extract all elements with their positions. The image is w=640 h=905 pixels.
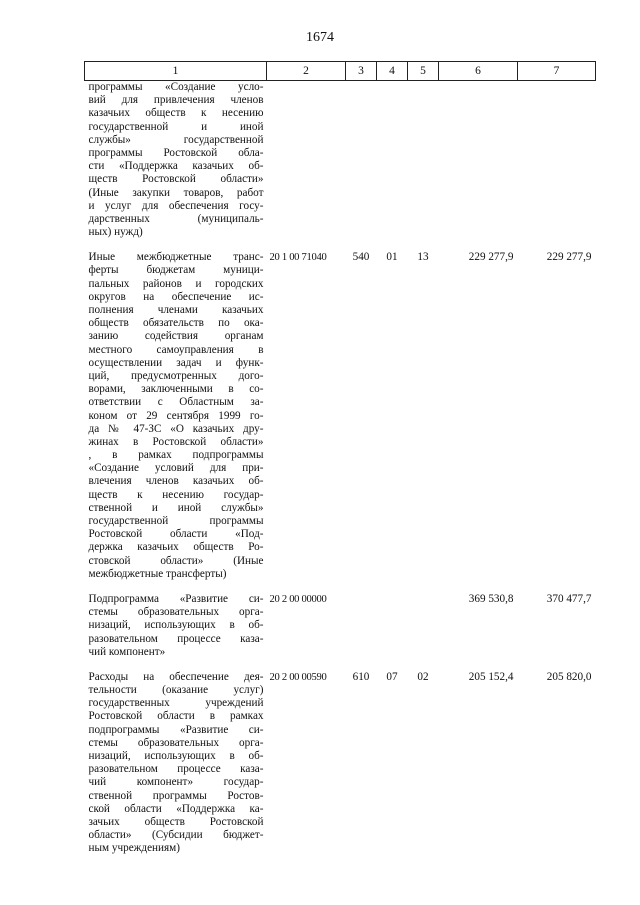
col-header-7: 7 — [518, 62, 596, 81]
description-line: , в рамках подпрограммы — [88, 449, 264, 462]
description-line: влечения членов казачьих об- — [88, 475, 264, 488]
description-line: чий компонент» — [88, 645, 166, 658]
description-line: (Иные закупки товаров, работ — [88, 186, 264, 199]
description-line: вий для привлечения членов — [88, 94, 264, 107]
header-row — [85, 62, 596, 81]
description-line: округов на обеспечение ис- — [88, 290, 264, 303]
col-header-2: 2 — [267, 62, 346, 81]
description-line: «Создание условий для при- — [88, 462, 264, 475]
section-code — [377, 593, 408, 659]
subsection-code: 13 — [417, 251, 429, 264]
description-line: низаций, использующих в об- — [88, 619, 264, 632]
amount-year-1: 369 530,8 — [468, 592, 514, 605]
amount-year-2: 229 277,9 — [546, 251, 592, 264]
description-line: сти «Поддержка казачьих об- — [88, 160, 264, 173]
expense-type-code — [346, 593, 377, 659]
target-article-code: 20 1 00 71040 — [269, 252, 327, 264]
table-row — [85, 671, 596, 856]
description-line: коном от 29 сентября 1999 го- — [88, 409, 264, 422]
amount-year-2: 205 820,0 — [546, 670, 592, 683]
target-article-code: 20 2 00 00000 — [269, 593, 327, 605]
table-row — [85, 251, 596, 581]
description-line: программы «Создание усло- — [88, 81, 264, 93]
page-number: 1674 — [306, 30, 334, 45]
description-line: казачьих обществ к несению — [88, 107, 264, 120]
section-code: 07 — [386, 670, 398, 683]
description-line: Ростовской области в рамках — [88, 710, 264, 723]
description-line: стемы образовательных орга- — [88, 736, 264, 749]
description-line: ций, предусмотренных дого- — [88, 369, 264, 382]
description-line: ным учреждениям) — [88, 842, 180, 855]
table-row — [85, 593, 596, 659]
subsection-code — [408, 593, 439, 659]
description-line: стовской области» (Иные — [88, 554, 264, 567]
description-line: ворами, заключенными в со- — [88, 383, 264, 396]
table-row — [85, 81, 596, 240]
description-line: разовательном процессе каза- — [88, 763, 264, 776]
description-line: ществ к несению государ- — [88, 488, 264, 501]
description-line: обществ обязательств по ока- — [88, 317, 264, 330]
description-line: жинах в Ростовской области» — [88, 435, 264, 448]
description-line: ственной программы Ростов- — [88, 789, 264, 802]
target-article-code — [267, 81, 346, 240]
amount-year-2: 370 477,7 — [546, 592, 592, 605]
row-description — [85, 593, 267, 659]
expense-type-code: 610 — [352, 670, 370, 683]
amount-year-1: 229 277,9 — [468, 251, 514, 264]
expense-type-code: 540 — [352, 251, 370, 264]
description-line: и услуг для обеспечения госу- — [88, 199, 264, 212]
description-line: ферты бюджетам муници- — [88, 264, 264, 277]
description-line: занию содействия органам — [88, 330, 264, 343]
col-header-5: 5 — [408, 62, 439, 81]
row-description — [85, 251, 267, 581]
col-header-4: 4 — [377, 62, 408, 81]
description-line: зачьих обществ Ростовской — [88, 815, 264, 828]
amount-year-1 — [439, 81, 518, 240]
description-line: государственной и иной — [88, 120, 264, 133]
section-code: 01 — [386, 251, 398, 264]
section-code — [377, 81, 408, 240]
description-line: чий компонент» государ- — [88, 776, 264, 789]
description-line: дарственных (муниципаль- — [88, 212, 264, 225]
description-line: тельности (оказание услуг) — [88, 684, 264, 697]
description-line: Иные межбюджетные транс- — [88, 251, 264, 264]
row-spacer — [85, 581, 596, 593]
description-line: низаций, использующих в об- — [88, 750, 264, 762]
subsection-code: 02 — [417, 670, 429, 683]
description-line: пальных районов и городских — [88, 277, 264, 290]
description-line: программы Ростовской обла- — [88, 146, 264, 159]
description-line: осуществлении задач и функ- — [88, 356, 264, 369]
description-line: межбюджетные трансферты) — [88, 567, 227, 580]
description-line: ской области «Поддержка ка- — [88, 802, 264, 815]
description-line: стемы образовательных орга- — [88, 606, 264, 619]
description-line: ственной и иной службы» — [88, 501, 264, 514]
description-line: ных) нужд) — [88, 226, 143, 239]
description-line: разовательном процессе каза- — [88, 632, 264, 645]
col-header-3: 3 — [346, 62, 377, 81]
description-line: Подпрограмма «Развитие си- — [88, 592, 264, 605]
description-line: полнения членами казачьих — [88, 304, 264, 316]
description-line: ществ Ростовской области» — [88, 173, 264, 186]
row-description — [85, 81, 267, 240]
budget-table — [84, 61, 596, 856]
description-line: Ростовской области «Под- — [88, 528, 264, 541]
row-spacer — [85, 659, 596, 671]
row-spacer — [85, 239, 596, 251]
description-line: местного самоуправления в — [88, 343, 264, 356]
target-article-code: 20 2 00 00590 — [269, 671, 327, 683]
description-line: держка казачьих обществ Ро- — [88, 541, 264, 554]
col-header-6: 6 — [439, 62, 518, 81]
description-line: области» (Субсидии бюджет- — [88, 829, 264, 842]
row-description — [85, 671, 267, 856]
description-line: государственных учреждений — [88, 697, 264, 710]
description-line: ответствии с Областным за- — [88, 396, 264, 409]
description-line: государственной программы — [88, 515, 264, 527]
amount-year-2 — [518, 81, 596, 240]
amount-year-1: 205 152,4 — [468, 670, 514, 683]
col-header-1: 1 — [85, 62, 267, 81]
expense-type-code — [346, 81, 377, 240]
subsection-code — [408, 81, 439, 240]
description-line: Расходы на обеспечение дея- — [88, 670, 264, 683]
description-line: службы» государственной — [88, 133, 264, 146]
description-line: да № 47-ЗС «О казачьих дру- — [88, 422, 264, 435]
description-line: подпрограммы «Развитие си- — [88, 723, 264, 736]
